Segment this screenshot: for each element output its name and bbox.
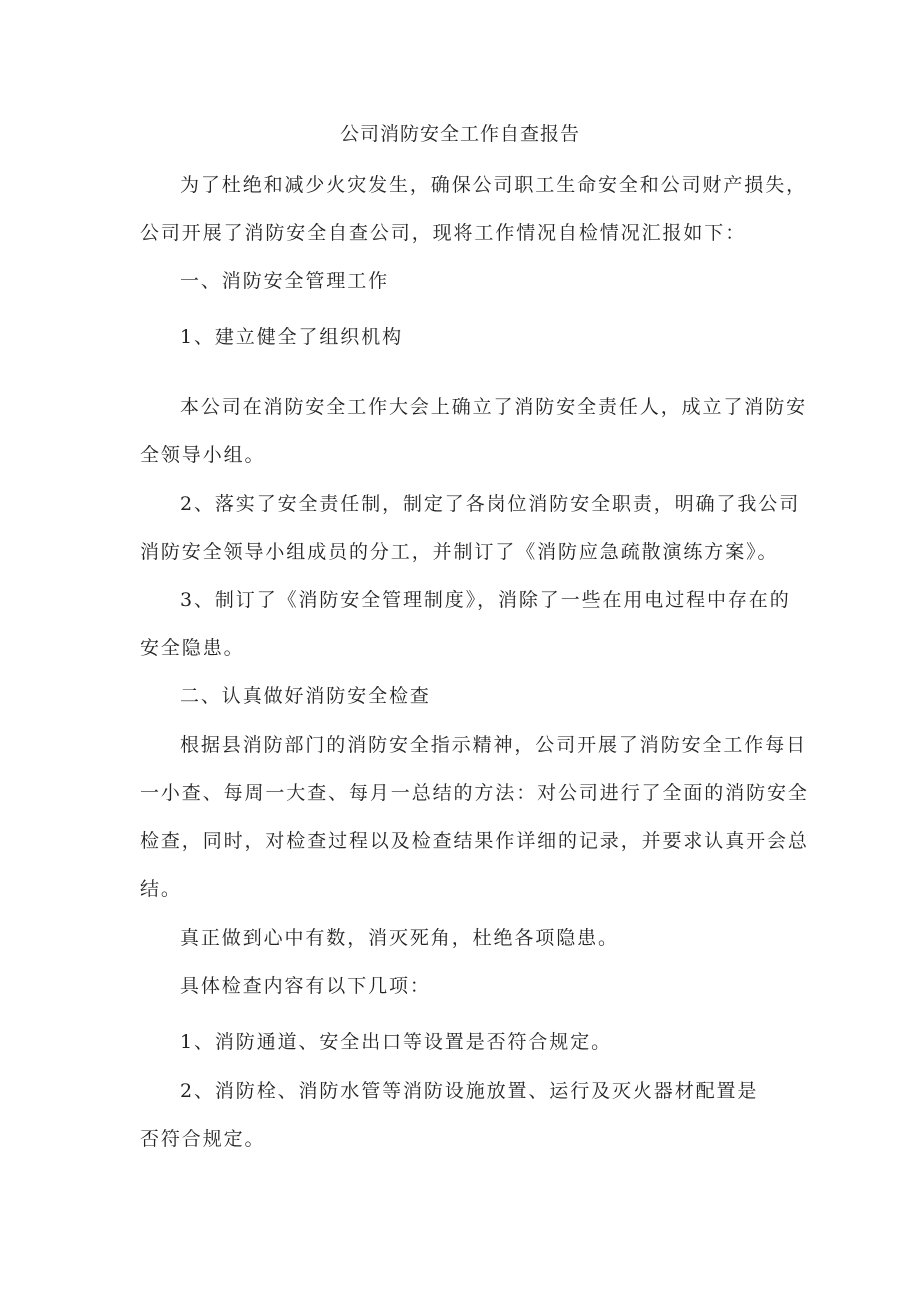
paragraph-line: 公司开展了消防安全自查公司，现将工作情况自检情况汇报如下： [140, 222, 747, 244]
paragraph-line: 结。 [140, 878, 182, 900]
list-item: 1、消防通道、安全出口等设置是否符合规定。 [180, 1031, 612, 1053]
paragraph-line: 安全隐患。 [140, 637, 245, 659]
paragraph-line: 一小查、每周一大查、每月一总结的方法：对公司进行了全面的消防安全 [140, 782, 809, 804]
list-item-continuation: 否符合规定。 [140, 1128, 266, 1150]
list-item: 2、消防栓、消防水管等消防设施放置、运行及灭火器材配置是 [180, 1080, 759, 1102]
subsection-heading: 1、建立健全了组织机构 [180, 326, 403, 348]
section-heading: 一、消防安全管理工作 [180, 270, 390, 292]
paragraph-line: 本公司在消防安全工作大会上确立了消防安全责任人，成立了消防安 [180, 396, 808, 418]
paragraph-line: 为了杜绝和减少火灾发生，确保公司职工生命安全和公司财产损失， [180, 174, 808, 196]
paragraph-line: 具体检查内容有以下几项： [180, 975, 431, 997]
paragraph-line: 全领导小组。 [140, 444, 266, 466]
document-title: 公司消防安全工作自查报告 [339, 123, 580, 145]
paragraph-line: 根据县消防部门的消防安全指示精神，公司开展了消防安全工作每日 [180, 734, 808, 756]
section-heading: 二、认真做好消防安全检查 [180, 685, 431, 707]
paragraph-line: 真正做到心中有数，消灭死角，杜绝各项隐患。 [180, 927, 619, 949]
paragraph-line: 2、落实了安全责任制，制定了各岗位消防安全职责，明确了我公司 [180, 493, 801, 515]
paragraph-line: 消防安全领导小组成员的分工，并制订了《消防应急疏散演练方案》。 [140, 541, 779, 563]
paragraph-line: 检查，同时，对检查过程以及检查结果作详细的记录，并要求认真开会总 [140, 830, 809, 852]
paragraph-line: 3、制订了《消防安全管理制度》，消除了一些在用电过程中存在的 [180, 589, 791, 611]
